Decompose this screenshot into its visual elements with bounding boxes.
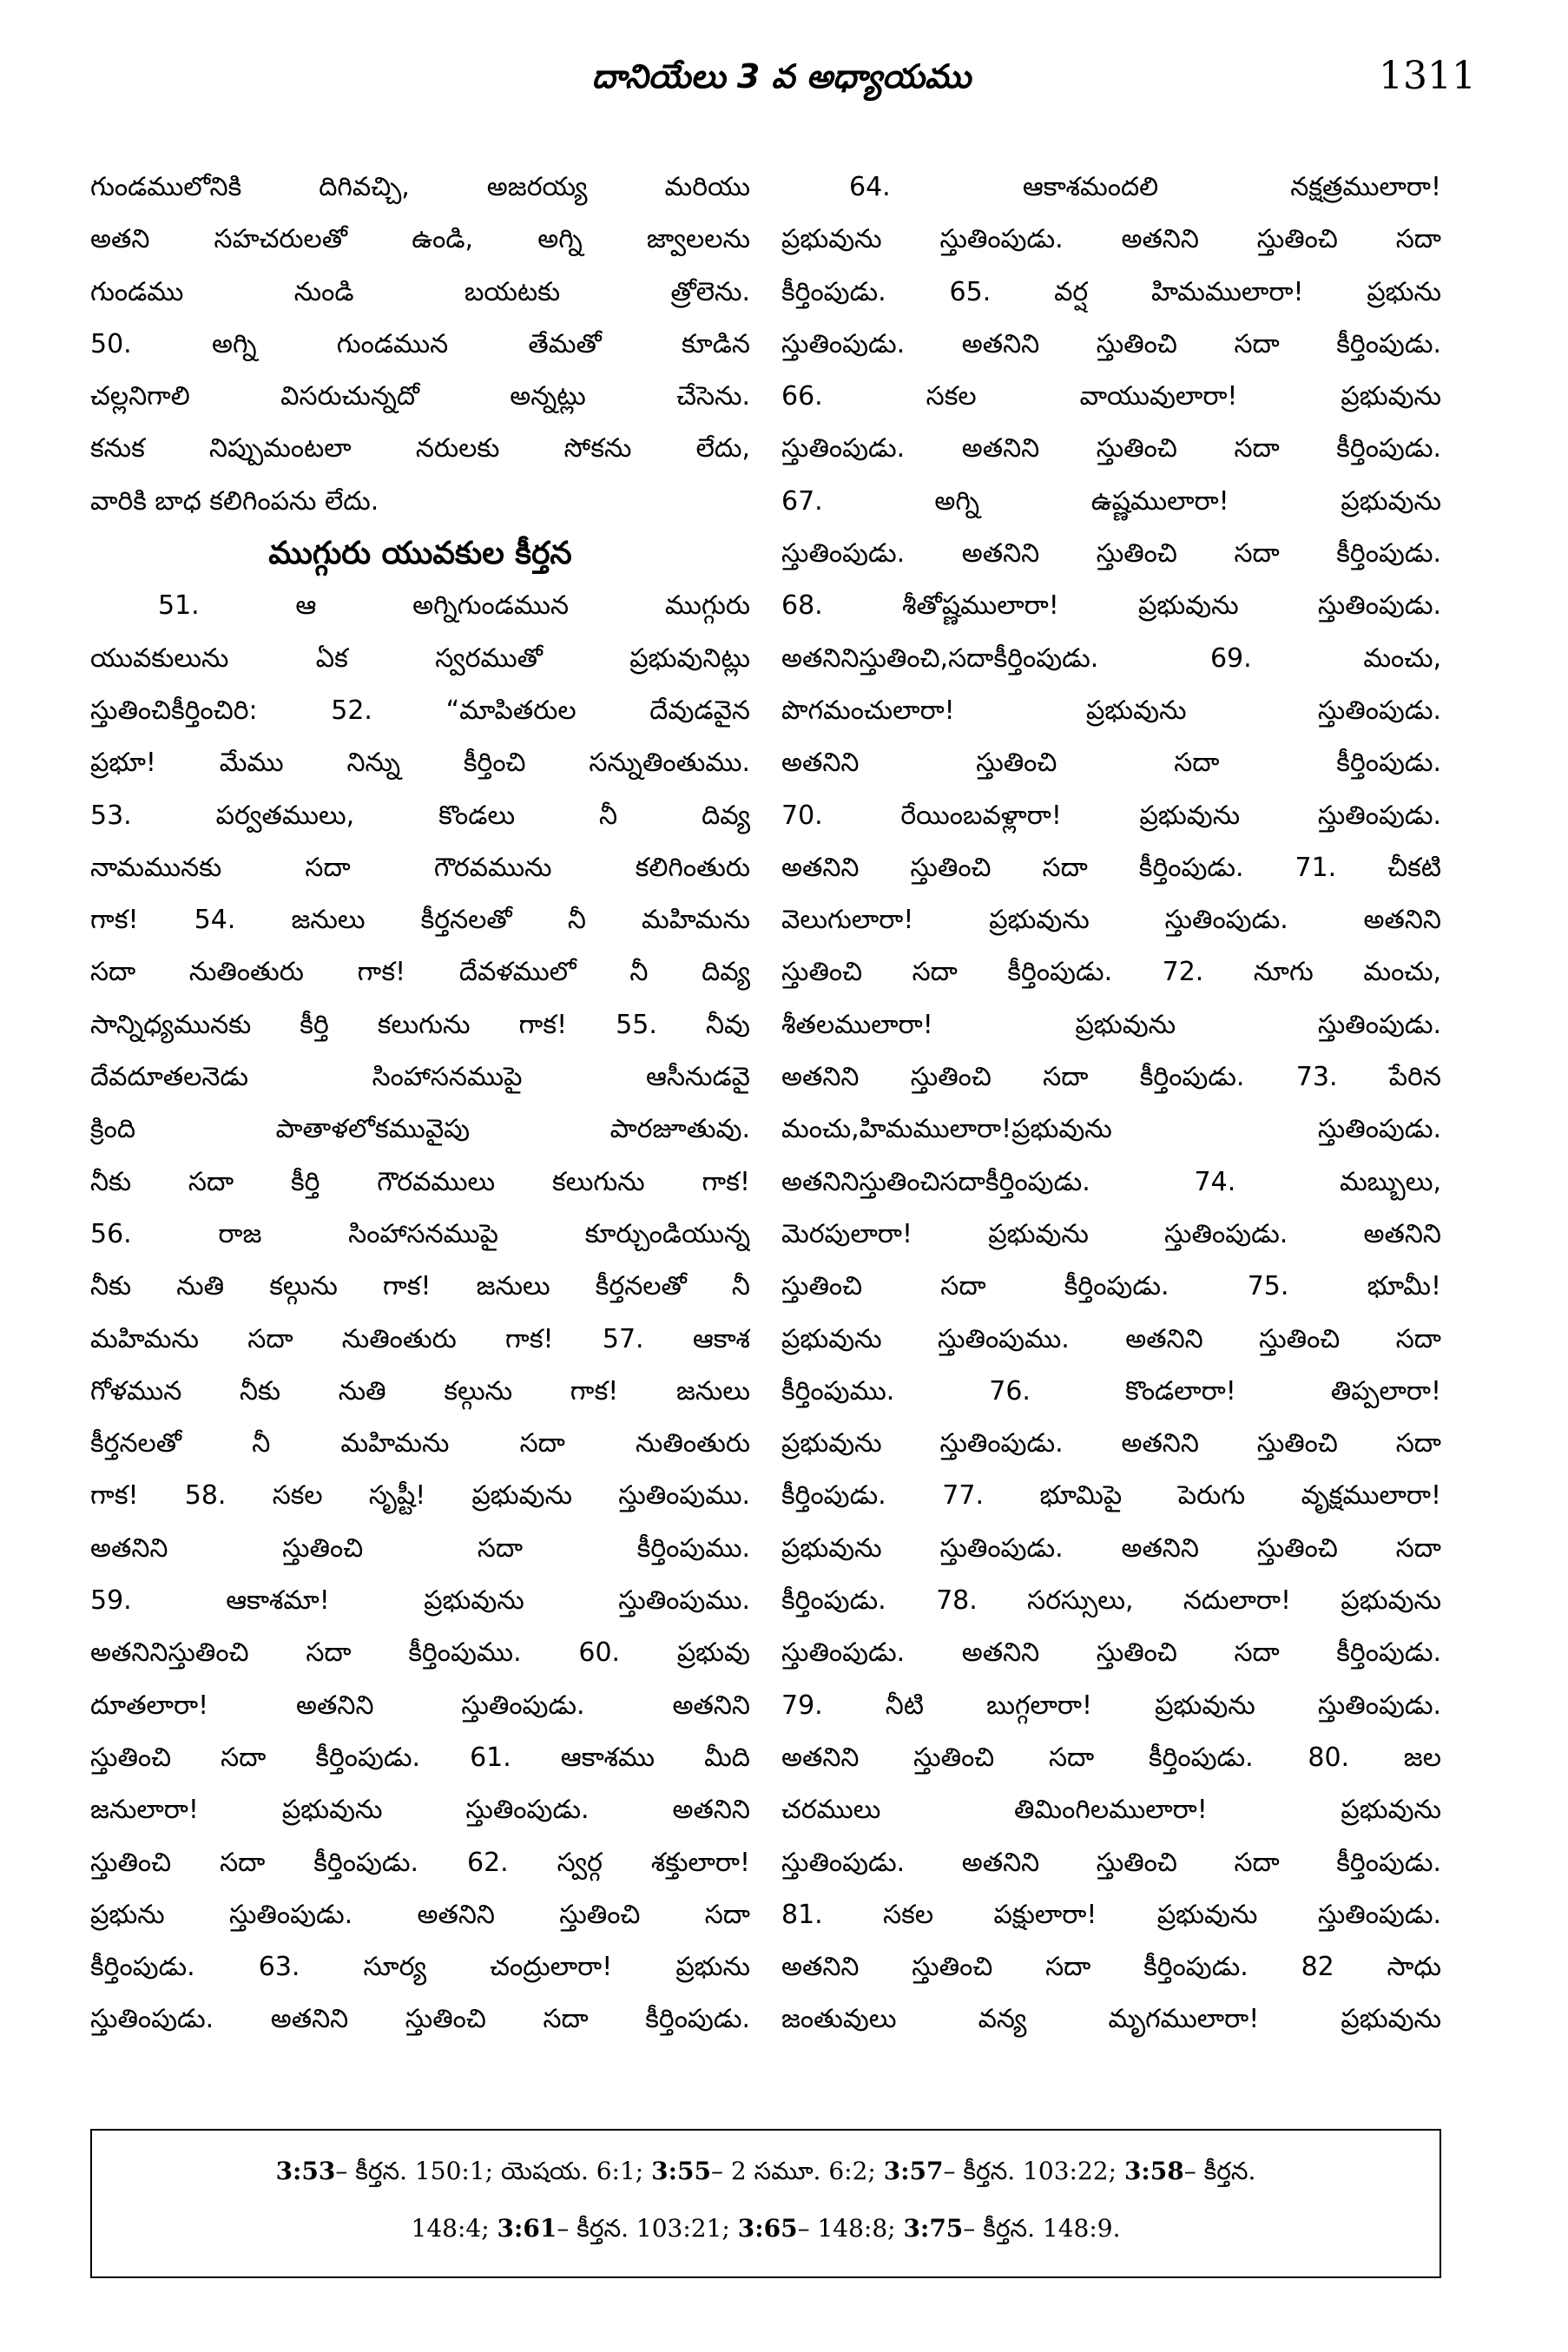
- text-line: పొగమంచులారా! ప్రభువును స్తుతింపుడు.: [781, 695, 1441, 726]
- text-line: వారికి బాధ కలిగింపను లేదు.: [90, 485, 379, 517]
- footnote-text: – కీర్తన. 103:22;: [943, 2157, 1124, 2185]
- footnote-text: – 2 సమూ. 6:2;: [710, 2157, 884, 2185]
- text-line: మంచు,హిమములారా!ప్రభువును స్తుతింపుడు.: [781, 1114, 1441, 1145]
- text-line: స్తుతించి సదా కీర్తింపుడు. 62. స్వర్గ శక్తులారా!: [90, 1847, 750, 1878]
- text-line: అతనినిస్తుతించిసదాకీర్తింపుడు. 74. మబ్బులు,: [781, 1166, 1441, 1197]
- text-line: అతనిని స్తుతించి సదా కీర్తింపుము.: [90, 1532, 750, 1564]
- text-line: 66. సకల వాయువులారా! ప్రభువును: [781, 381, 1441, 412]
- text-line: 79. నీటి బుగ్గలారా! ప్రభువును స్తుతింపుడు.: [781, 1690, 1441, 1721]
- text-line: అతని సహచరులతో ఉండి, అగ్ని జ్వాలలను: [90, 224, 750, 255]
- text-line: అతనిని స్తుతించి సదా కీర్తింపుడు.: [781, 748, 1441, 779]
- text-line: ప్రభును స్తుతింపుడు. అతనిని స్తుతించి సదా: [90, 1899, 750, 1930]
- footnote-text: – 148:8;: [797, 2214, 904, 2243]
- footnote-line: [92, 2214, 1440, 2249]
- text-line: ప్రభువును స్తుతింపుడు. అతనిని స్తుతించి సదా: [781, 1532, 1441, 1564]
- footnote-text: – కీర్తన.: [1183, 2157, 1256, 2185]
- text-line: క్రింది పాతాళలోకమువైపు పారజూతువు.: [90, 1114, 750, 1145]
- text-line: కీర్తింపుడు. 63. సూర్య చంద్రులారా! ప్రభును: [90, 1952, 750, 1983]
- text-line: శీతలములారా! ప్రభువును స్తుతింపుడు.: [781, 1009, 1441, 1040]
- text-line: సాన్నిధ్యమునకు కీర్తి కలుగును గాక! 55. నీవు: [90, 1009, 750, 1040]
- text-line: 67. అగ్ని ఉష్ణములారా! ప్రభువును: [781, 485, 1441, 517]
- page-number: 1311: [1379, 54, 1476, 98]
- text-line: కనుక నిప్పుమంటలా నరులకు సోకను లేదు,: [90, 433, 750, 464]
- footnote-box: [90, 2129, 1441, 2278]
- text-line: స్తుతింపుడు. అతనిని స్తుతించి సదా కీర్తింపుడు.: [781, 1847, 1441, 1878]
- footnote-ref: 3:58: [1123, 2157, 1184, 2185]
- text-line: 51. ఆ అగ్నిగుండమున ముగ్గురు: [158, 590, 750, 622]
- text-line: స్తుతించి సదా కీర్తింపుడు. 61. ఆకాశము మీది: [90, 1742, 750, 1773]
- text-line: సదా నుతింతురు గాక! దేవళములో నీ దివ్య: [90, 957, 750, 988]
- text-line: జనులారా! ప్రభువును స్తుతింపుడు. అతనిని: [90, 1795, 750, 1826]
- text-line: స్తుతింపుడు. అతనిని స్తుతించి సదా కీర్తింపుడు.: [781, 1637, 1441, 1669]
- text-line: 53. పర్వతములు, కొండలు నీ దివ్య: [90, 800, 750, 831]
- text-line: అతనిని స్తుతించి సదా కీర్తింపుడు. 73. పేరిన: [781, 1062, 1441, 1093]
- text-line: నామమునకు సదా గౌరవమును కలిగింతురు: [90, 852, 750, 883]
- text-line: జంతువులు వన్య మృగములారా! ప్రభువును: [781, 2004, 1441, 2035]
- footnote-ref: 3:53: [275, 2157, 336, 2185]
- left-column: [90, 161, 750, 2046]
- text-line: మహిమను సదా నుతింతురు గాక! 57. ఆకాశ: [90, 1323, 750, 1354]
- text-line: ప్రభువును స్తుతింపుము. అతనిని స్తుతించి సదా: [781, 1323, 1441, 1354]
- text-line: మెరపులారా! ప్రభువును స్తుతింపుడు. అతనిని: [781, 1218, 1441, 1249]
- footnote-text: – కీర్తన. 148:9.: [963, 2214, 1121, 2243]
- footnote-text: – కీర్తన. 150:1; యెషయ. 6:1;: [335, 2157, 652, 2185]
- text-line: నీకు సదా కీర్తి గౌరవములు కలుగును గాక!: [90, 1166, 750, 1197]
- footnote-text: – కీర్తన. 103:21;: [557, 2214, 738, 2243]
- text-line: అతనిని స్తుతించి సదా కీర్తింపుడు. 71. చీకటి: [781, 852, 1441, 883]
- text-line: దూతలారా! అతనిని స్తుతింపుడు. అతనిని: [90, 1690, 750, 1721]
- text-line: కీర్తింపుడు. 65. వర్ష హిమములారా! ప్రభును: [781, 276, 1441, 307]
- running-head: దానియేలు 3 వ అధ్యాయము: [591, 57, 972, 96]
- footnote-ref: 3:57: [883, 2157, 944, 2185]
- text-line: గుండములోనికి దిగివచ్చి, అజరయ్య మరియు: [90, 172, 750, 202]
- text-line: స్తుతించి సదా కీర్తింపుడు. 75. భూమీ!: [781, 1271, 1441, 1302]
- page-header: [87, 49, 1476, 104]
- footnote-ref: 3:65: [737, 2214, 798, 2243]
- text-line: అతనిని స్తుతించి సదా కీర్తింపుడు. 82 సాధు: [781, 1952, 1441, 1983]
- text-line: వెలుగులారా! ప్రభువును స్తుతింపుడు. అతనిని: [781, 905, 1441, 936]
- text-line: కీర్తింపుడు. 78. సరస్సులు, నదులారా! ప్రభువును: [781, 1585, 1441, 1617]
- text-line: యువకులును ఏక స్వరముతో ప్రభువునిట్లు: [90, 642, 750, 674]
- text-line: స్తుతింపుడు. అతనిని స్తుతించి సదా కీర్తింపుడు.: [781, 538, 1441, 570]
- right-column: [781, 161, 1441, 2046]
- text-line: స్తుతించి సదా కీర్తింపుడు. 72. నూగు మంచు,: [781, 957, 1441, 988]
- text-line: నీకు నుతి కల్గును గాక! జనులు కీర్తనలతో నీ: [90, 1271, 750, 1302]
- footnote-ref: 3:75: [903, 2214, 964, 2243]
- text-line: ప్రభువును స్తుతింపుడు. అతనిని స్తుతించి సదా: [781, 1428, 1441, 1459]
- footnote-ref: 3:61: [497, 2214, 557, 2243]
- text-line: స్తుతించికీర్తించిరి: 52. “మాపితరుల దేవుడవైన: [90, 695, 750, 726]
- text-line: కీర్తింపుడు. 77. భూమిపై పెరుగు వృక్షములారా!: [781, 1480, 1441, 1512]
- section-heading: ముగ్గురు యువకుల కీర్తన: [268, 536, 572, 572]
- text-line: కీర్తింపుము. 76. కొండలారా! తిప్పలారా!: [781, 1375, 1441, 1407]
- text-line: స్తుతింపుడు. అతనిని స్తుతించి సదా కీర్తింపుడు.: [90, 2004, 750, 2035]
- footnote-text: 148:4;: [411, 2214, 497, 2243]
- text-line: దేవదూతలనెడు సింహాసనముపై ఆసీనుడవై: [90, 1062, 750, 1093]
- text-line: ప్రభూ! మేము నిన్ను కీర్తించి సన్నుతింతుము.: [90, 748, 750, 779]
- text-line: అతనినిస్తుతించి,సదాకీర్తింపుడు. 69. మంచు,: [781, 642, 1441, 674]
- footnote-line: [92, 2157, 1440, 2191]
- text-line: గోళమున నీకు నుతి కల్గును గాక! జనులు: [90, 1375, 750, 1407]
- text-line: 64. ఆకాశమందలి నక్షత్రములారా!: [849, 172, 1441, 202]
- text-line: 50. అగ్ని గుండమున తేమతో కూడిన: [90, 328, 750, 359]
- text-line: చరములు తిమింగిలములారా! ప్రభువును: [781, 1795, 1441, 1826]
- text-line: గాక! 58. సకల సృష్టీ! ప్రభువును స్తుతింపుము.: [90, 1480, 750, 1512]
- footnote-ref: 3:55: [651, 2157, 711, 2185]
- text-line: 70. రేయింబవళ్లారా! ప్రభువును స్తుతింపుడు.: [781, 800, 1441, 831]
- text-line: 59. ఆకాశమా! ప్రభువును స్తుతింపుము.: [90, 1585, 750, 1617]
- text-line: గాక! 54. జనులు కీర్తనలతో నీ మహిమను: [90, 905, 750, 936]
- text-line: 56. రాజ సింహాసనముపై కూర్చుండియున్న: [90, 1218, 750, 1249]
- text-line: గుండము నుండి బయటకు త్రోలెను.: [90, 276, 750, 307]
- text-line: ప్రభువును స్తుతింపుడు. అతనిని స్తుతించి సదా: [781, 224, 1441, 255]
- text-line: అతనిని స్తుతించి సదా కీర్తింపుడు. 80. జల: [781, 1742, 1441, 1773]
- text-line: స్తుతింపుడు. అతనిని స్తుతించి సదా కీర్తింపుడు.: [781, 433, 1441, 464]
- text-line: కీర్తనలతో నీ మహిమను సదా నుతింతురు: [90, 1428, 750, 1459]
- text-line: అతనినిస్తుతించి సదా కీర్తింపుము. 60. ప్రభువు: [90, 1637, 750, 1669]
- text-line: చల్లనిగాలి విసరుచున్నదో అన్నట్లు చేసెను.: [90, 381, 750, 412]
- text-line: 68. శీతోష్ణములారా! ప్రభువును స్తుతింపుడు.: [781, 590, 1441, 622]
- text-line: 81. సకల పక్షులారా! ప్రభువును స్తుతింపుడు.: [781, 1899, 1441, 1930]
- text-line: స్తుతింపుడు. అతనిని స్తుతించి సదా కీర్తింపుడు.: [781, 328, 1441, 359]
